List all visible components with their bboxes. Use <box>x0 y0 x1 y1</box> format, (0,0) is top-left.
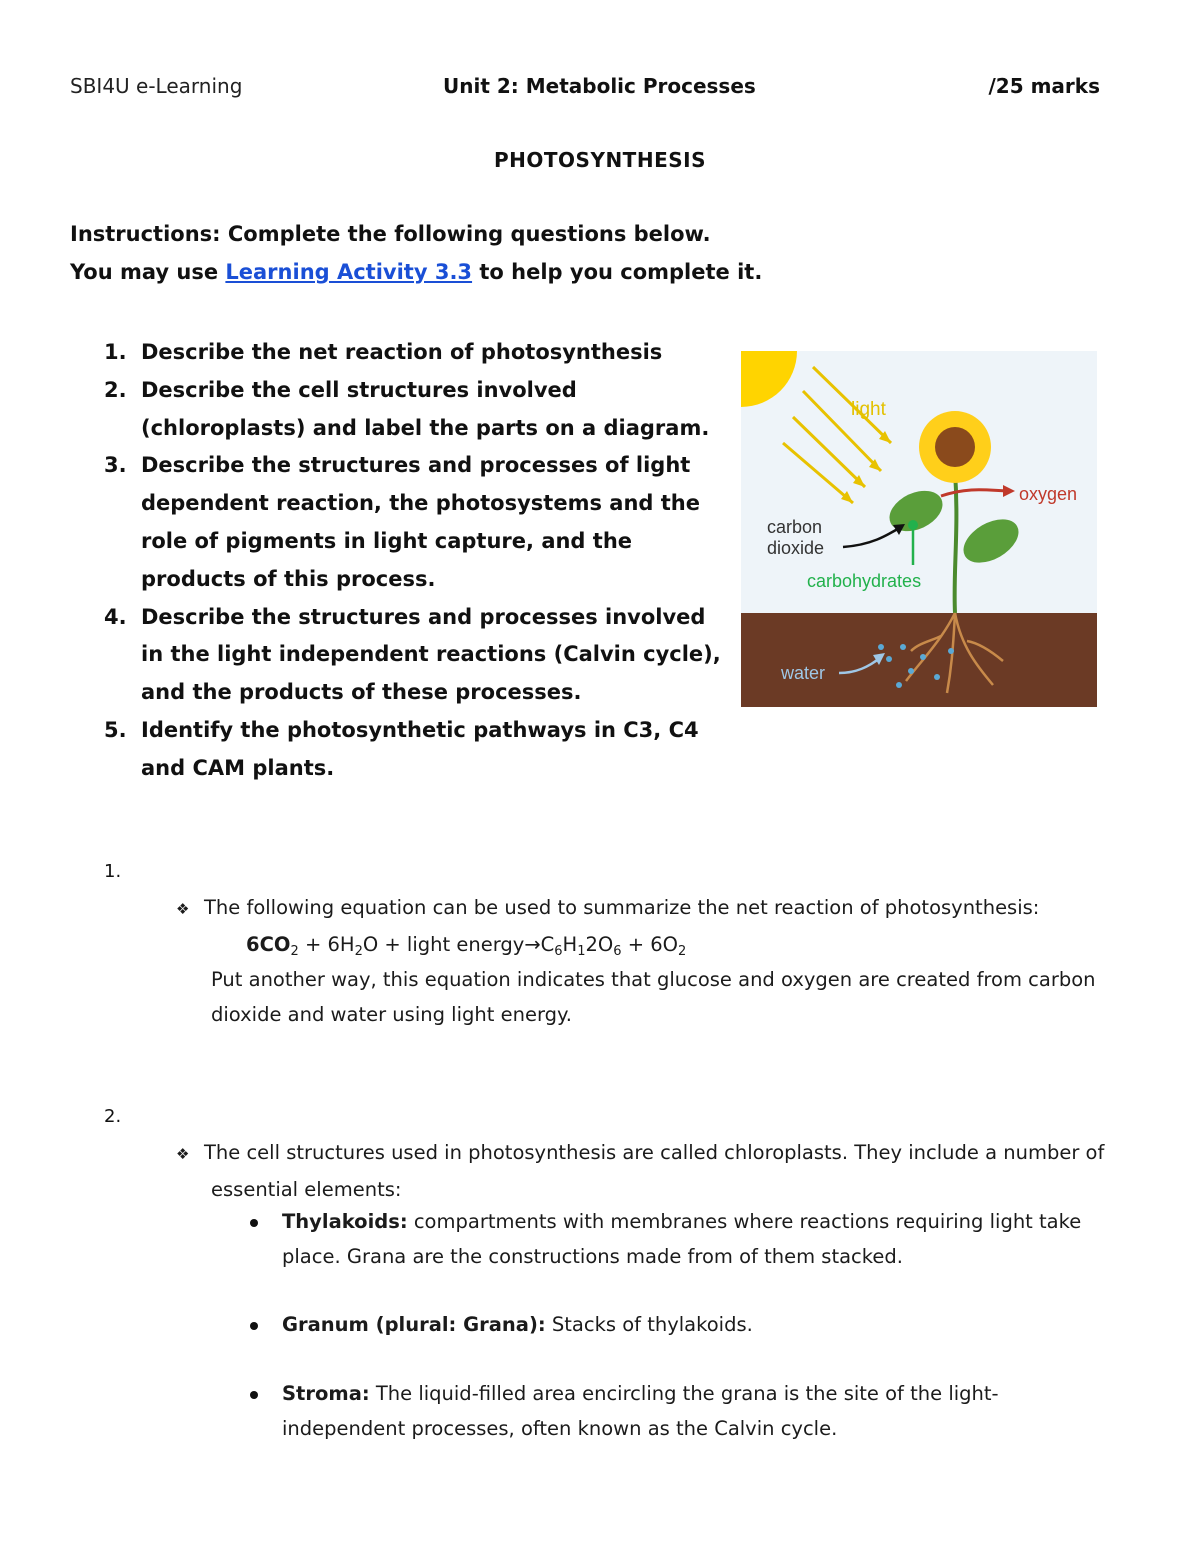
question-item <box>104 447 724 598</box>
question-number: 1. <box>104 340 127 364</box>
label-light: light <box>851 399 886 420</box>
eq-sub: 1 <box>577 944 586 959</box>
question-text: Identify the photosynthetic pathways in C3, C4 and CAM plants. <box>141 717 699 780</box>
label-carbohydrates: carbohydrates <box>807 571 922 591</box>
bullet-text: The liquid-filled area encircling the grana is the site of the light-independent processes, often known as the Calvin cycle. <box>282 1382 999 1440</box>
eq-sub: 2 <box>290 944 299 959</box>
answer-1-paragraph: Put another way, this equation indicates that glucose and oxygen are created from carbon dioxide and water using light energy. <box>211 968 1096 1026</box>
question-number: 5. <box>104 717 127 742</box>
question-text: Describe the net reaction of photosynthesis <box>141 340 663 364</box>
sunflower-icon <box>919 411 991 483</box>
eq-sub: 6 <box>554 944 563 959</box>
label-dioxide: dioxide <box>767 538 825 558</box>
question-text: Describe the structures and processes of light dependent reaction, the photosystems and the role of pigments in light capture, and the products of this process. <box>141 453 700 591</box>
question-item <box>104 334 724 372</box>
eq-part: + 6O <box>621 933 679 956</box>
bullet-term: Stroma: <box>282 1382 370 1405</box>
bullet-text: Stacks of thylakoids. <box>545 1313 753 1336</box>
eq-part: H <box>562 933 578 956</box>
learning-activity-link[interactable]: Learning Activity 3.3 <box>225 260 473 284</box>
question-list <box>104 334 724 788</box>
eq-part: 2O <box>585 933 614 956</box>
bullet-icon <box>250 1391 258 1399</box>
label-water: water <box>781 663 826 683</box>
question-text: Describe the structures and processes involved in the light independent reactions (Calvin cycle), and the products of these processes. <box>141 604 721 705</box>
answer-2-intro <box>176 1135 1116 1207</box>
eq-part: + 6H <box>298 933 355 956</box>
answer-1-intro-text: The following equation can be used to summarize the net reaction of photosynthesis: <box>204 896 1040 919</box>
bullet-icon <box>250 1322 258 1330</box>
question-number: 4. <box>104 604 127 629</box>
question-text: Describe the cell structures involved (chloroplasts) and label the parts on a diagram. <box>141 377 710 440</box>
bullet-granum <box>282 1307 1112 1342</box>
diamond-bullet-icon: ❖ <box>176 1145 190 1163</box>
question-number: 3. <box>104 453 127 478</box>
unit-title: Unit 2: Metabolic Processes <box>443 74 756 98</box>
soil-background <box>741 613 1097 707</box>
question-item <box>104 599 724 712</box>
photosynthesis-figure <box>741 351 1097 707</box>
eq-sub: 2 <box>678 944 687 959</box>
eq-part: 6CO <box>246 933 291 956</box>
instructions-line-2 <box>70 260 762 284</box>
bullet-stroma <box>282 1376 1112 1446</box>
answer-1-number: 1. <box>104 861 122 882</box>
answer-1-intro <box>176 890 1136 927</box>
eq-part: O + light energy→C <box>362 933 555 956</box>
instructions-line-1: Instructions: Complete the following questions below. <box>70 222 711 246</box>
label-oxygen: oxygen <box>1019 484 1078 504</box>
label-carbon: carbon <box>767 517 823 537</box>
bullet-text: compartments with membranes where reactions requiring light take place. Grana are the constructions made from of them stacked. <box>282 1210 1082 1268</box>
question-item <box>104 372 724 448</box>
page-title: PHOTOSYNTHESIS <box>494 148 706 172</box>
course-name: SBI4U e-Learning <box>70 74 243 98</box>
bullet-term: Granum (plural: Grana): <box>282 1313 546 1336</box>
answer-2-number: 2. <box>104 1106 122 1127</box>
bullet-term: Thylakoids: <box>282 1210 408 1233</box>
eq-sub: 2 <box>354 944 363 959</box>
eq-sub: 6 <box>613 944 622 959</box>
bullet-thylakoids <box>282 1204 1112 1274</box>
instructions-text-after: to help you complete it. <box>472 260 763 284</box>
bullet-icon <box>250 1219 258 1227</box>
answer-2-intro-text: The cell structures used in photosynthesis are called chloroplasts. They include a number of essential elements: <box>204 1141 1105 1201</box>
question-number: 2. <box>104 377 127 402</box>
diamond-bullet-icon: ❖ <box>176 900 190 918</box>
instructions-text-before: You may use <box>70 260 226 284</box>
marks-total: /25 marks <box>988 74 1100 98</box>
question-item <box>104 712 724 788</box>
